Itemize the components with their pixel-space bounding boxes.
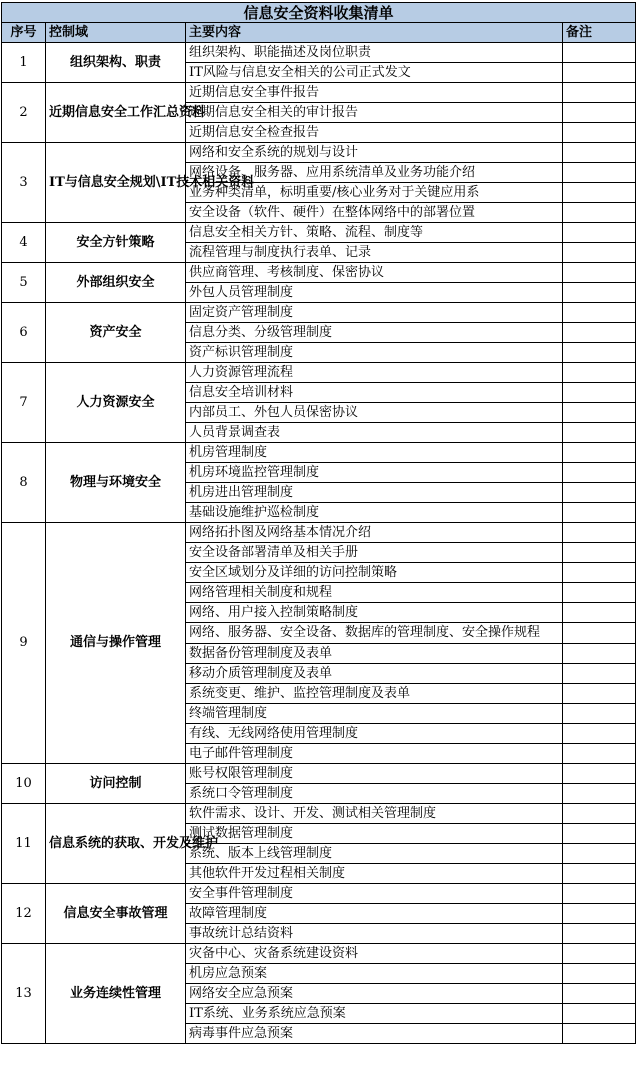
note-cell	[563, 724, 636, 744]
note-cell	[563, 483, 636, 503]
table-row	[2, 143, 636, 163]
note-cell	[563, 343, 636, 363]
content-item-cell: 人员背景调查表	[186, 423, 563, 443]
row-seq-number: 8	[2, 443, 46, 523]
content-item-cell: 软件需求、设计、开发、测试相关管理制度	[186, 804, 563, 824]
content-item-cell: 安全设备（软件、硬件）在整体网络中的部署位置	[186, 203, 563, 223]
content-item-cell: 机房进出管理制度	[186, 483, 563, 503]
table-row	[2, 523, 636, 543]
content-item-cell: 基础设施维护巡检制度	[186, 503, 563, 523]
control-domain-cell: 安全方针策略	[46, 223, 186, 263]
row-seq-number: 3	[2, 143, 46, 223]
row-seq-number: 12	[2, 884, 46, 944]
header-row	[2, 23, 636, 43]
content-item-cell: 业务种类清单，标明重要/核心业务对于关键应用系	[186, 183, 563, 203]
note-cell	[563, 884, 636, 904]
control-domain-cell: 物理与环境安全	[46, 443, 186, 523]
content-item-cell: 安全区域划分及详细的访问控制策略	[186, 563, 563, 583]
content-item-cell: 流程管理与制度执行表单、记录	[186, 243, 563, 263]
content-item-cell: 安全事件管理制度	[186, 884, 563, 904]
table-row	[2, 223, 636, 243]
content-item-cell: 网络拓扑图及网络基本情况介绍	[186, 523, 563, 543]
row-seq-number: 13	[2, 944, 46, 1044]
table-row	[2, 884, 636, 904]
content-item-cell: 近期信息安全相关的审计报告	[186, 103, 563, 123]
content-item-cell: 网络安全应急预案	[186, 984, 563, 1004]
note-cell	[563, 323, 636, 343]
note-cell	[563, 383, 636, 403]
control-domain-cell: 近期信息安全工作汇总资料	[46, 83, 186, 143]
note-cell	[563, 223, 636, 243]
table-row	[2, 263, 636, 283]
note-cell	[563, 143, 636, 163]
note-cell	[563, 163, 636, 183]
note-cell	[563, 443, 636, 463]
control-domain-cell: 业务连续性管理	[46, 944, 186, 1044]
row-seq-number: 10	[2, 764, 46, 804]
content-item-cell: IT风险与信息安全相关的公司正式发文	[186, 63, 563, 83]
table-row	[2, 303, 636, 323]
note-cell	[563, 203, 636, 223]
content-item-cell: 信息安全相关方针、策略、流程、制度等	[186, 223, 563, 243]
content-item-cell: IT系统、业务系统应急预案	[186, 1004, 563, 1024]
row-seq-number: 6	[2, 303, 46, 363]
note-cell	[563, 984, 636, 1004]
note-cell	[563, 744, 636, 764]
content-item-cell: 事故统计总结资料	[186, 924, 563, 944]
header-note: 备注	[563, 23, 636, 43]
content-item-cell: 其他软件开发过程相关制度	[186, 864, 563, 884]
note-cell	[563, 704, 636, 724]
note-cell	[563, 924, 636, 944]
content-item-cell: 固定资产管理制度	[186, 303, 563, 323]
control-domain-cell: 组织架构、职责	[46, 43, 186, 83]
row-seq-number: 5	[2, 263, 46, 303]
content-item-cell: 机房环境监控管理制度	[186, 463, 563, 483]
content-item-cell: 网络设备、服务器、应用系统清单及业务功能介绍	[186, 163, 563, 183]
note-cell	[563, 263, 636, 283]
note-cell	[563, 684, 636, 704]
note-cell	[563, 543, 636, 563]
control-domain-cell: 信息安全事故管理	[46, 884, 186, 944]
note-cell	[563, 824, 636, 844]
table-row	[2, 43, 636, 63]
note-cell	[563, 784, 636, 804]
resource-checklist-table	[1, 2, 636, 1044]
content-item-cell: 近期信息安全事件报告	[186, 83, 563, 103]
note-cell	[563, 523, 636, 543]
row-seq-number: 2	[2, 83, 46, 143]
header-content: 主要内容	[186, 23, 563, 43]
header-domain: 控制域	[46, 23, 186, 43]
control-domain-cell: 访问控制	[46, 764, 186, 804]
content-item-cell: 系统变更、维护、监控管理制度及表单	[186, 684, 563, 704]
table-row	[2, 944, 636, 964]
note-cell	[563, 63, 636, 83]
content-item-cell: 移动介质管理制度及表单	[186, 664, 563, 684]
content-item-cell: 网络、用户接入控制策略制度	[186, 603, 563, 623]
note-cell	[563, 583, 636, 603]
control-domain-cell: 信息系统的获取、开发及维护	[46, 804, 186, 884]
table-row	[2, 83, 636, 103]
note-cell	[563, 664, 636, 684]
content-item-cell: 系统口令管理制度	[186, 784, 563, 804]
note-cell	[563, 563, 636, 583]
header-no: 序号	[2, 23, 46, 43]
content-item-cell: 机房管理制度	[186, 443, 563, 463]
content-item-cell: 内部员工、外包人员保密协议	[186, 403, 563, 423]
note-cell	[563, 363, 636, 383]
content-item-cell: 系统、版本上线管理制度	[186, 844, 563, 864]
control-domain-cell: IT与信息安全规划\IT技术相关资料	[46, 143, 186, 223]
content-item-cell: 网络管理相关制度和规程	[186, 583, 563, 603]
row-seq-number: 11	[2, 804, 46, 884]
content-item-cell: 信息分类、分级管理制度	[186, 323, 563, 343]
note-cell	[563, 303, 636, 323]
note-cell	[563, 503, 636, 523]
content-item-cell: 资产标识管理制度	[186, 343, 563, 363]
note-cell	[563, 243, 636, 263]
table-body	[2, 43, 636, 1044]
content-item-cell: 有线、无线网络使用管理制度	[186, 724, 563, 744]
note-cell	[563, 864, 636, 884]
content-item-cell: 近期信息安全检查报告	[186, 123, 563, 143]
note-cell	[563, 1024, 636, 1044]
content-item-cell: 人力资源管理流程	[186, 363, 563, 383]
note-cell	[563, 123, 636, 143]
content-item-cell: 账号权限管理制度	[186, 764, 563, 784]
content-item-cell: 安全设备部署清单及相关手册	[186, 543, 563, 563]
control-domain-cell: 通信与操作管理	[46, 523, 186, 764]
note-cell	[563, 603, 636, 623]
content-item-cell: 数据备份管理制度及表单	[186, 644, 563, 664]
content-item-cell: 病毒事件应急预案	[186, 1024, 563, 1044]
note-cell	[563, 43, 636, 63]
note-cell	[563, 423, 636, 443]
content-item-cell: 网络和安全系统的规划与设计	[186, 143, 563, 163]
note-cell	[563, 964, 636, 984]
control-domain-cell: 人力资源安全	[46, 363, 186, 443]
note-cell	[563, 644, 636, 664]
note-cell	[563, 1004, 636, 1024]
table-row	[2, 804, 636, 824]
row-seq-number: 4	[2, 223, 46, 263]
content-item-cell: 信息安全培训材料	[186, 383, 563, 403]
note-cell	[563, 764, 636, 784]
content-item-cell: 机房应急预案	[186, 964, 563, 984]
table-title: 信息安全资料收集清单	[2, 3, 636, 23]
note-cell	[563, 804, 636, 824]
table-row	[2, 764, 636, 784]
note-cell	[563, 283, 636, 303]
table-row	[2, 443, 636, 463]
note-cell	[563, 944, 636, 964]
content-item-cell: 外包人员管理制度	[186, 283, 563, 303]
content-item-cell: 终端管理制度	[186, 704, 563, 724]
note-cell	[563, 623, 636, 644]
control-domain-cell: 外部组织安全	[46, 263, 186, 303]
note-cell	[563, 83, 636, 103]
note-cell	[563, 844, 636, 864]
content-item-cell: 组织架构、职能描述及岗位职责	[186, 43, 563, 63]
row-seq-number: 9	[2, 523, 46, 764]
content-item-cell: 测试数据管理制度	[186, 824, 563, 844]
content-item-cell: 电子邮件管理制度	[186, 744, 563, 764]
content-item-cell: 灾备中心、灾备系统建设资料	[186, 944, 563, 964]
control-domain-cell: 资产安全	[46, 303, 186, 363]
note-cell	[563, 463, 636, 483]
note-cell	[563, 183, 636, 203]
note-cell	[563, 403, 636, 423]
table-row	[2, 363, 636, 383]
note-cell	[563, 904, 636, 924]
title-row	[2, 3, 636, 23]
row-seq-number: 7	[2, 363, 46, 443]
content-item-cell: 网络、服务器、安全设备、数据库的管理制度、安全操作规程	[186, 623, 563, 644]
content-item-cell: 供应商管理、考核制度、保密协议	[186, 263, 563, 283]
row-seq-number: 1	[2, 43, 46, 83]
content-item-cell: 故障管理制度	[186, 904, 563, 924]
note-cell	[563, 103, 636, 123]
